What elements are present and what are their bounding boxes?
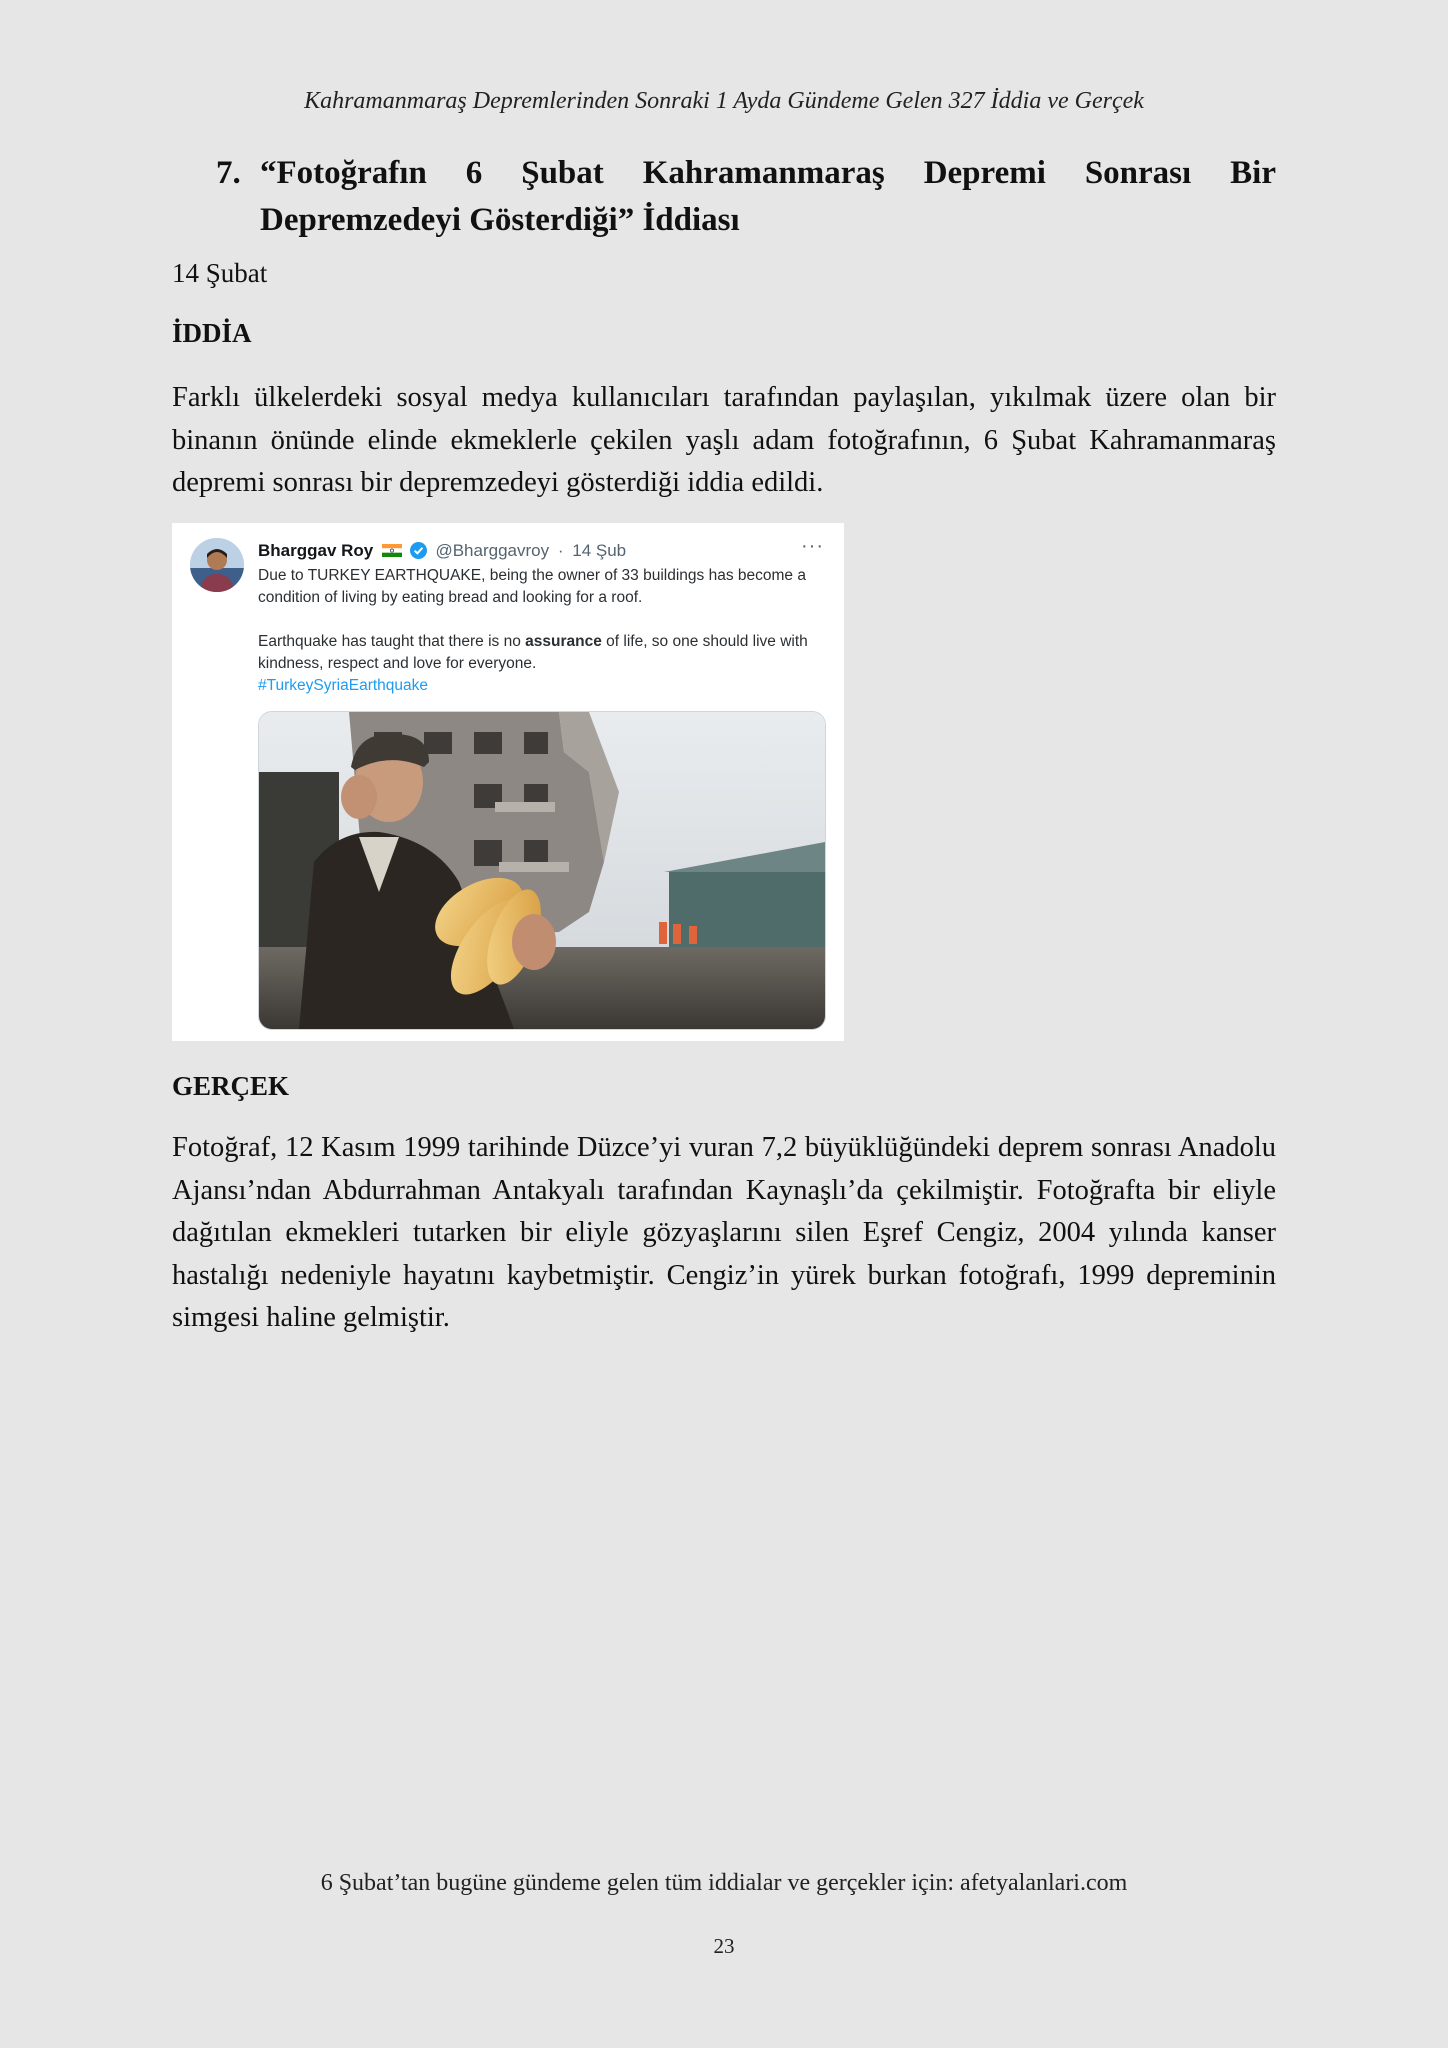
tweet-handle[interactable]: @Bharggavroy xyxy=(435,541,550,560)
tweet-hashtag[interactable]: #TurkeySyriaEarthquake xyxy=(258,677,429,694)
tweet-text-segment: Earthquake has taught that there is no xyxy=(258,633,526,650)
tweet-date[interactable]: 14 Şub xyxy=(572,541,627,560)
heading-word: 6 xyxy=(465,155,483,191)
tweet-body xyxy=(258,565,818,697)
claim-date: 14 Şubat xyxy=(172,258,268,288)
heading-word: Kahramanmaraş xyxy=(642,155,885,191)
heading-word: Sonrası xyxy=(1084,155,1192,191)
fact-label: GERÇEK xyxy=(172,1071,290,1101)
tweet-author-name[interactable]: Bharggav Roy xyxy=(258,541,374,560)
heading-line-1 xyxy=(260,150,1276,197)
footer-text: 6 Şubat’tan bugüne gündeme gelen tüm iddialar ve gerçekler için: afetyalanlari.com xyxy=(320,1870,1128,1896)
running-header: Kahramanmaraş Depremlerinden Sonraki 1 Ayda Gündeme Gelen 327 İddia ve Gerçek xyxy=(304,88,1144,114)
tweet-line-1: Due to TURKEY EARTHQUAKE, being the owner of 33 buildings has become a condition of living by eating bread and looking for a roof. xyxy=(258,567,806,606)
claim-label: İDDİA xyxy=(172,318,252,348)
tweet-line-2 xyxy=(258,631,818,675)
tweet-bold-word: assurance xyxy=(525,633,602,650)
heading-number: 7. xyxy=(216,155,241,191)
india-flag-icon xyxy=(382,542,402,555)
heading-word: Bir xyxy=(1230,155,1276,191)
claim-text: Farklı ülkelerdeki sosyal medya kullanıcıları tarafından paylaşılan, yıkılmak üzere olan bir binanın önünde elinde ekmeklerle çekilen yaşlı adam fotoğrafının, 6 Şubat Kahramanmaraş depremi sonrası bir depremzedeyi gösterdiği iddia edildi. xyxy=(172,382,1276,498)
more-options-icon[interactable]: ··· xyxy=(801,535,824,557)
heading-line-2: Depremzedeyi Gösterdiği” İddiası xyxy=(260,202,740,238)
fact-text: Fotoğraf, 12 Kasım 1999 tarihinde Düzce’yi vuran 7,2 büyüklüğündeki deprem sonrası Anadolu Ajansı’ndan Abdurrahman Antakyalı tarafından Kaynaşlı’da çekilmiştir. Fotoğrafta bir eliyle dağıtılan ekmekleri tutarken bir eliyle gözyaşlarını silen Eşref Cengiz, 2004 yılında kanser hastalığı nedeniyle hayatını kaybetmiştir. Cengiz’in yürek burkan fotoğrafı, 1999 depreminin simgesi haline gelmiştir. xyxy=(172,1132,1276,1333)
page-number: 23 xyxy=(713,1934,735,1958)
heading-word: Depremi xyxy=(923,155,1046,191)
tweet-screenshot xyxy=(172,523,844,1041)
tweet-text-segment: of life, so one should live with kindness, respect and love for everyone. xyxy=(258,633,808,672)
earthquake-photo-illustration xyxy=(259,712,825,1029)
heading-word: Şubat xyxy=(521,155,604,191)
avatar xyxy=(190,538,244,592)
tweet-photo[interactable] xyxy=(258,711,826,1030)
heading-word: “Fotoğrafın xyxy=(260,155,427,191)
verified-badge-icon xyxy=(410,542,427,559)
tweet-header xyxy=(258,541,626,561)
tweet-separator: · xyxy=(557,541,564,560)
